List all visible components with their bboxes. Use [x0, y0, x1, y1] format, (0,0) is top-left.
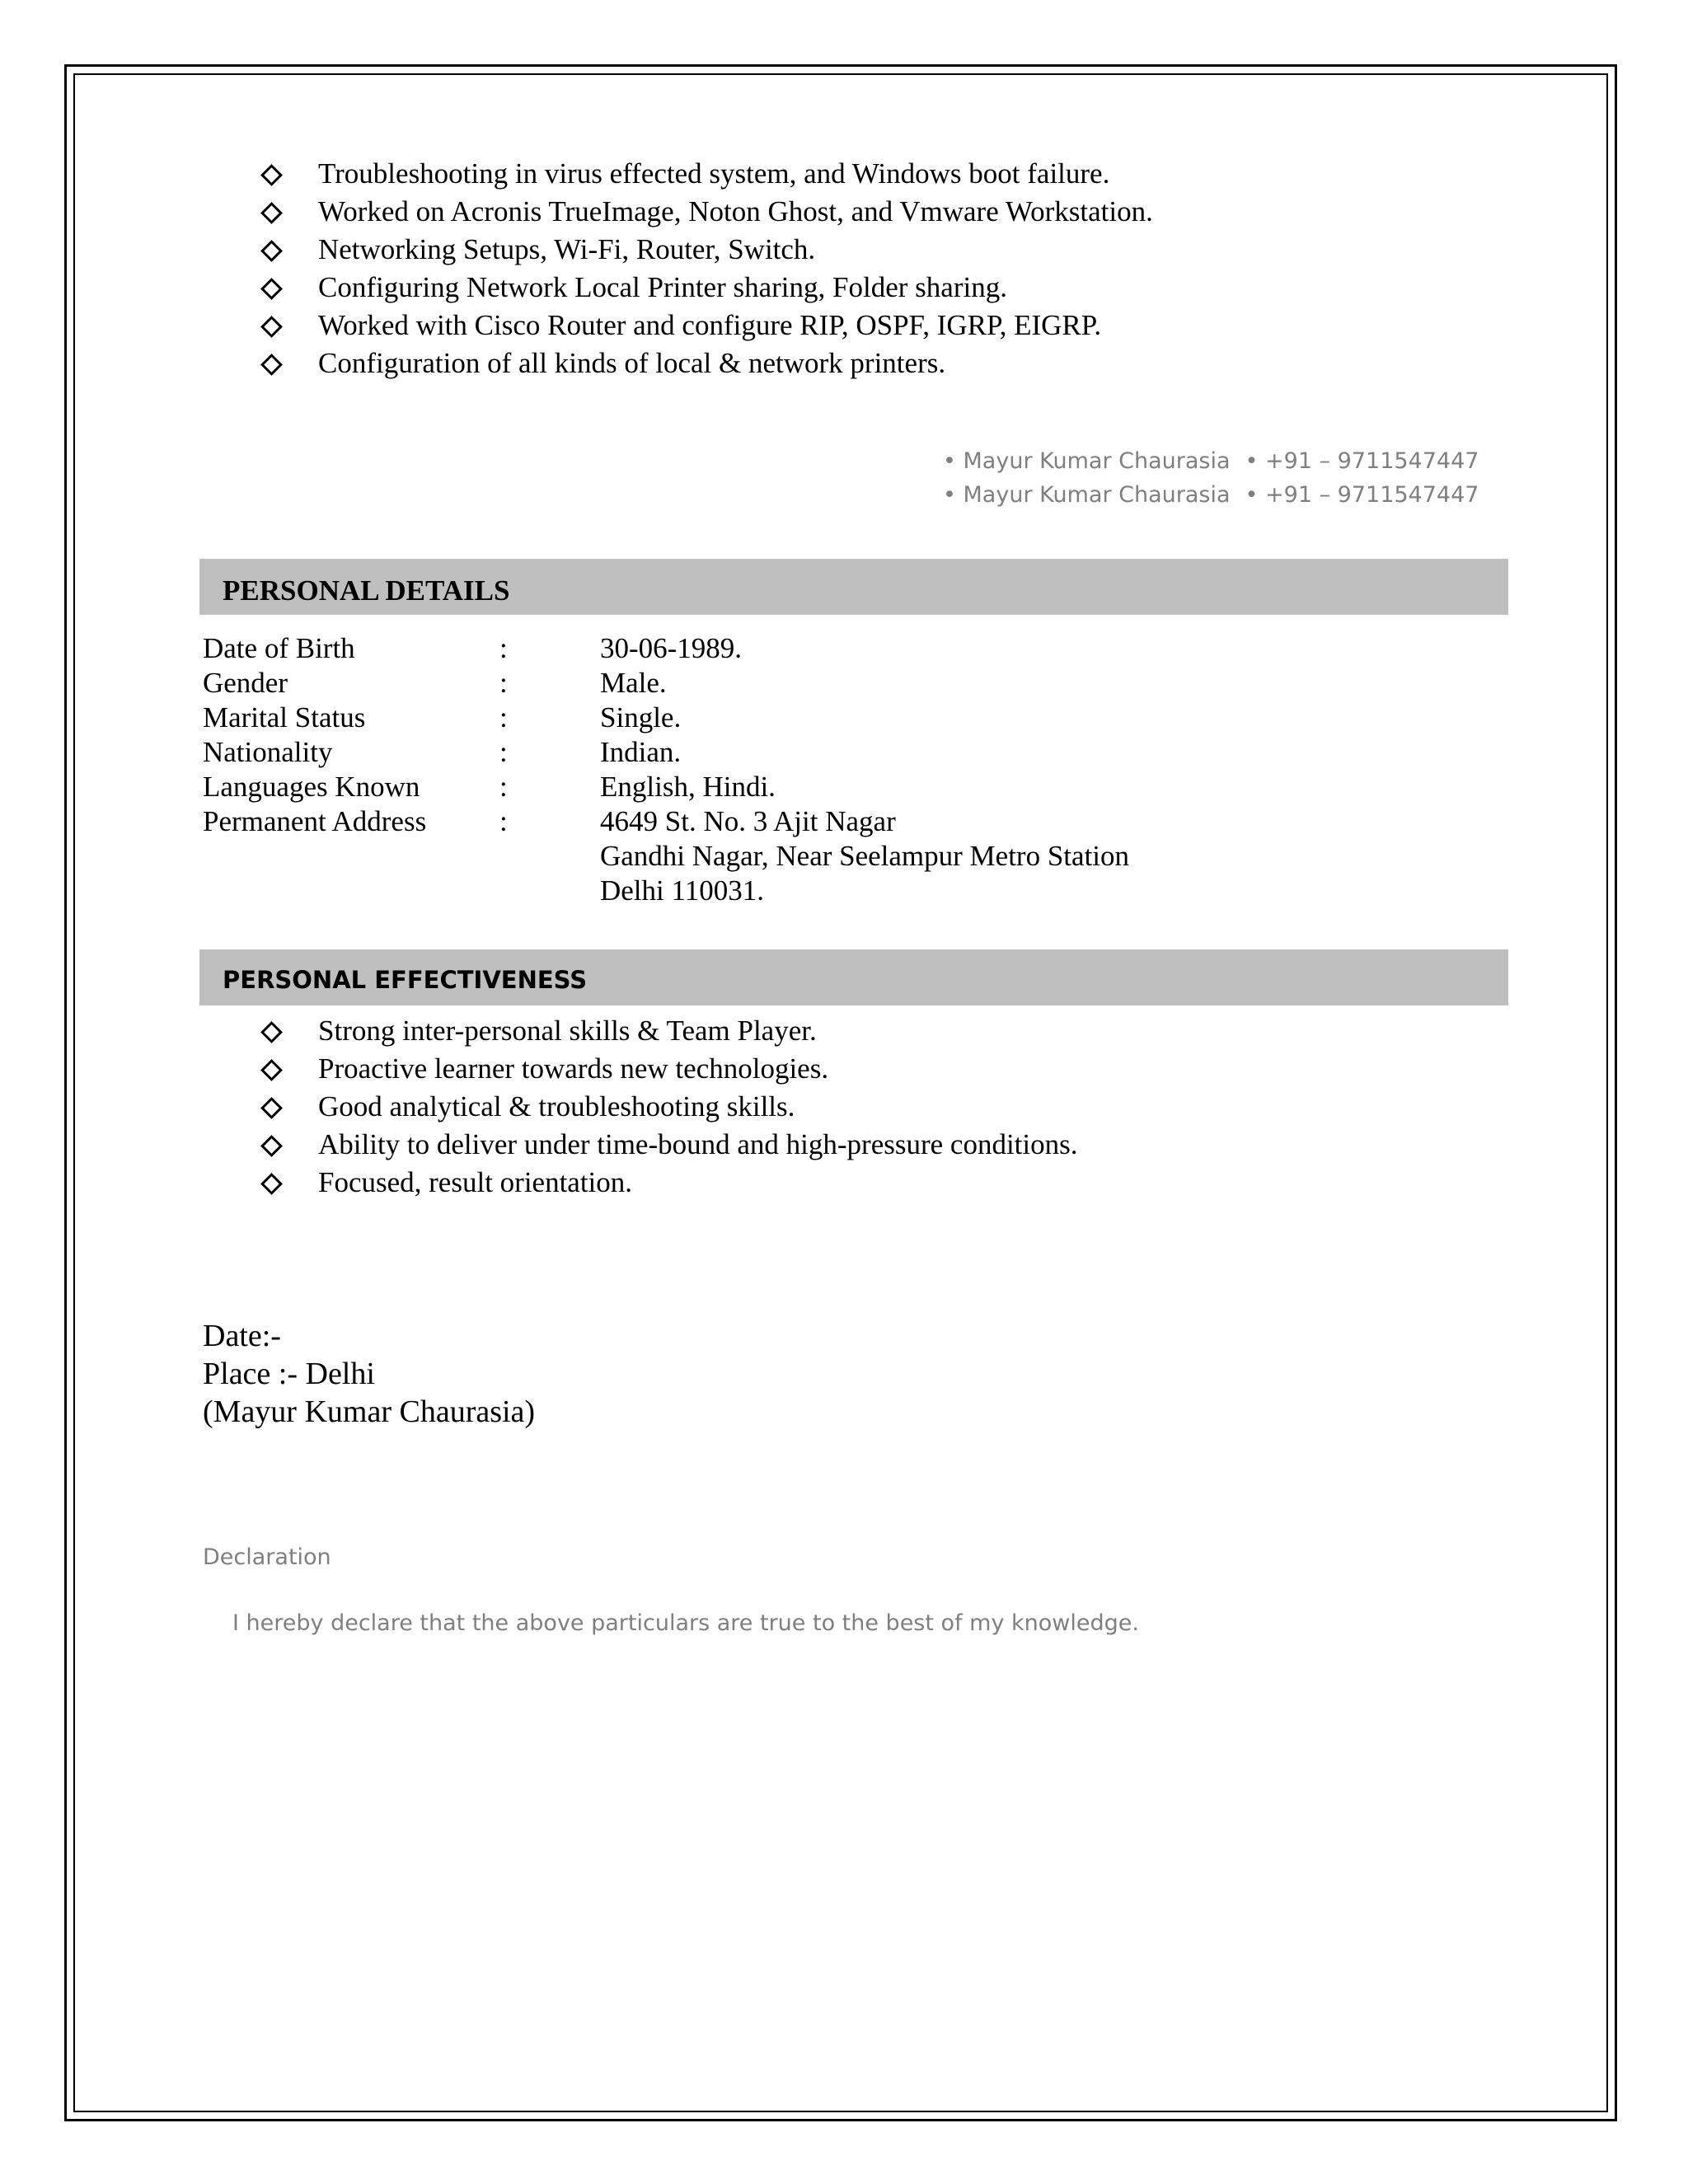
contact-line — [943, 445, 1479, 478]
detail-separator: : — [499, 632, 508, 664]
detail-value: English, Hindi. — [600, 771, 776, 803]
signature-name: (Mayur Kumar Chaurasia) — [203, 1394, 536, 1429]
skill-text: Networking Setups, Wi-Fi, Router, Switch. — [318, 233, 816, 265]
diamond-bullet-icon — [260, 1059, 283, 1081]
address-text: Delhi 110031. — [600, 874, 764, 907]
detail-separator: : — [499, 805, 508, 837]
effectiveness-text: Proactive learner towards new technologies. — [318, 1052, 829, 1085]
list-item — [262, 1126, 1077, 1164]
effectiveness-text: Strong inter-personal skills & Team Player. — [318, 1015, 817, 1047]
diamond-bullet-icon — [260, 240, 283, 262]
signature-place: Place :- Delhi — [203, 1357, 375, 1391]
contact-phone: • +91 – 9711547447 — [1245, 482, 1479, 508]
detail-label: Gender — [203, 667, 288, 699]
list-item — [262, 1012, 1077, 1050]
diamond-bullet-icon — [260, 354, 283, 376]
skills-list — [262, 155, 1153, 382]
contact-name: • Mayur Kumar Chaurasia — [943, 482, 1231, 508]
list-item — [262, 344, 1153, 382]
section-title: PERSONAL EFFECTIVENESS — [223, 966, 588, 994]
contact-line — [943, 479, 1479, 512]
effectiveness-text: Good analytical & troubleshooting skills. — [318, 1090, 795, 1122]
skill-text: Worked with Cisco Router and configure RIP, OSPF, IGRP, EIGRP. — [318, 309, 1102, 341]
detail-value: Single. — [600, 701, 682, 733]
contact-name: • Mayur Kumar Chaurasia — [943, 448, 1231, 474]
declaration-text: I hereby declare that the above particulars are true to the best of my knowledge. — [232, 1610, 1139, 1636]
diamond-bullet-icon — [260, 316, 283, 338]
list-item — [262, 307, 1153, 344]
detail-value: 4649 St. No. 3 Ajit Nagar — [600, 805, 896, 837]
declaration-title: Declaration — [203, 1544, 331, 1570]
personal-details-header — [199, 559, 1508, 615]
skill-text: Configuration of all kinds of local & network printers. — [318, 347, 946, 379]
list-item — [262, 1164, 1077, 1202]
diamond-bullet-icon — [260, 1135, 283, 1157]
diamond-bullet-icon — [260, 164, 283, 186]
detail-label: Marital Status — [203, 701, 366, 733]
detail-separator: : — [499, 736, 508, 768]
detail-separator: : — [499, 771, 508, 803]
effectiveness-text: Ability to deliver under time-bound and high-pressure conditions. — [318, 1128, 1078, 1160]
detail-value: Male. — [600, 667, 667, 699]
detail-separator: : — [499, 667, 508, 699]
diamond-bullet-icon — [260, 1173, 283, 1195]
detail-label: Date of Birth — [203, 632, 355, 664]
list-item — [262, 269, 1153, 307]
detail-separator: : — [499, 701, 508, 733]
list-item — [262, 193, 1153, 231]
list-item — [262, 155, 1153, 193]
diamond-bullet-icon — [260, 202, 283, 224]
detail-value: Indian. — [600, 736, 682, 768]
list-item — [262, 231, 1153, 269]
signature-block — [203, 1317, 535, 1431]
address-text: Gandhi Nagar, Near Seelampur Metro Station — [600, 840, 1130, 872]
detail-label: Permanent Address — [203, 805, 427, 837]
personal-effectiveness-header — [199, 949, 1508, 1005]
list-item — [262, 1050, 1077, 1088]
detail-value: 30-06-1989. — [600, 632, 743, 664]
diamond-bullet-icon — [260, 278, 283, 300]
contact-phone: • +91 – 9711547447 — [1245, 448, 1479, 474]
list-item — [262, 1088, 1077, 1126]
section-title: PERSONAL DETAILS — [223, 574, 510, 607]
skill-text: Configuring Network Local Printer sharing, Folder sharing. — [318, 271, 1007, 303]
diamond-bullet-icon — [260, 1021, 283, 1043]
effectiveness-list — [262, 1012, 1077, 1202]
effectiveness-text: Focused, result orientation. — [318, 1166, 633, 1198]
detail-label: Nationality — [203, 736, 333, 768]
diamond-bullet-icon — [260, 1097, 283, 1119]
skill-text: Troubleshooting in virus effected system, and Windows boot failure. — [318, 157, 1110, 190]
signature-date: Date:- — [203, 1319, 281, 1353]
skill-text: Worked on Acronis TrueImage, Noton Ghost, and Vmware Workstation. — [318, 195, 1153, 227]
detail-label: Languages Known — [203, 771, 420, 803]
